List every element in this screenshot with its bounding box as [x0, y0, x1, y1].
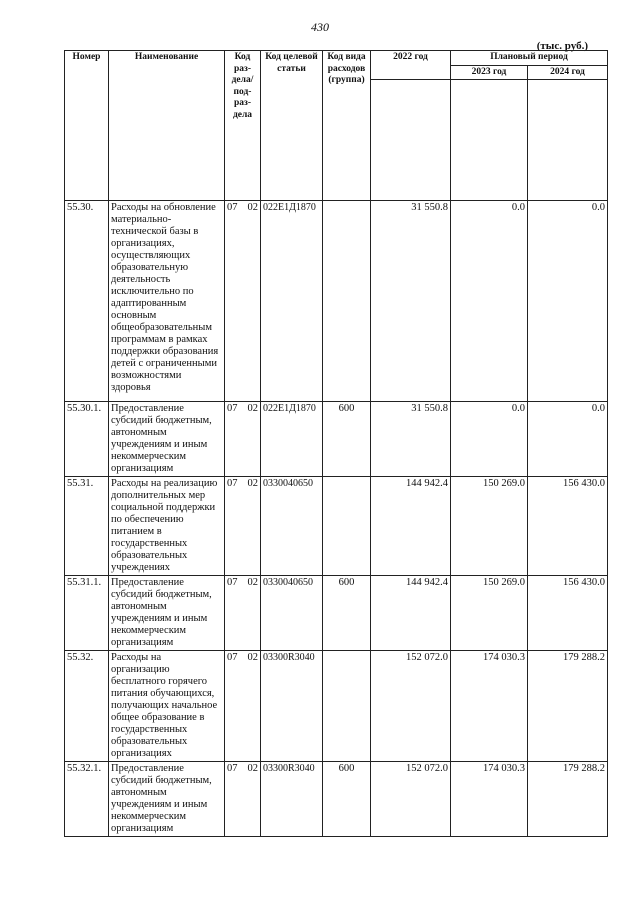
header-2022: 2022 год [371, 51, 451, 80]
row-amount-2024: 156 430.0 [528, 576, 608, 651]
row-razdel [225, 762, 261, 837]
units-label: (тыс. руб.) [536, 40, 588, 52]
row-target-code: 022Е1Д1870 [261, 402, 323, 477]
row-amount-2023: 174 030.3 [451, 762, 528, 837]
row-amount-2024: 156 430.0 [528, 477, 608, 576]
page-number: 430 [311, 20, 329, 34]
table-row [65, 651, 608, 762]
row-target-code: 0330040650 [261, 477, 323, 576]
row-name: Предоставление субсидий бюджетным, автономным учреждениям и иным некоммерческим организациям [109, 762, 225, 837]
row-vid-code [323, 477, 371, 576]
row-amount-2023: 150 269.0 [451, 576, 528, 651]
table-row [65, 576, 608, 651]
row-amount-2023: 0.0 [451, 402, 528, 477]
row-amount-2022: 152 072.0 [371, 762, 451, 837]
row-amount-2024: 0.0 [528, 201, 608, 402]
header-2024: 2024 год [528, 65, 608, 80]
row-name: Расходы на реализацию дополнительных мер социальной поддержки по обеспечению питанием в государственных образовательных учреждениях [109, 477, 225, 576]
row-target-code: 022Е1Д1870 [261, 201, 323, 402]
row-target-code: 03300R3040 [261, 762, 323, 837]
row-razdel [225, 576, 261, 651]
header-blank-2022 [371, 80, 451, 201]
header-number: Номер [65, 51, 109, 201]
row-amount-2023: 174 030.3 [451, 651, 528, 762]
row-subsection-code: 02 [247, 763, 258, 774]
header-planned: Плановый период [451, 51, 608, 66]
row-amount-2022: 31 550.8 [371, 201, 451, 402]
table-row [65, 402, 608, 477]
row-amount-2023: 0.0 [451, 201, 528, 402]
budget-table [64, 50, 608, 837]
header-target: Код целевой статьи [261, 51, 323, 201]
row-amount-2022: 144 942.4 [371, 477, 451, 576]
row-number: 55.31.1. [65, 576, 109, 651]
row-section-code: 07 [227, 652, 238, 663]
row-amount-2024: 179 288.2 [528, 651, 608, 762]
header-2023: 2023 год [451, 65, 528, 80]
row-name: Расходы на организацию бесплатного горячего питания обучающихся, получающих начальное общее образование в государственных образовательных организациях [109, 651, 225, 762]
row-number: 55.30.1. [65, 402, 109, 477]
row-razdel [225, 651, 261, 762]
row-vid-code [323, 201, 371, 402]
row-number: 55.31. [65, 477, 109, 576]
row-amount-2022: 31 550.8 [371, 402, 451, 477]
row-section-code: 07 [227, 577, 238, 588]
row-subsection-code: 02 [247, 202, 258, 213]
table-row [65, 201, 608, 402]
row-number: 55.32.1. [65, 762, 109, 837]
row-subsection-code: 02 [247, 403, 258, 414]
row-name: Предоставление субсидий бюджетным, автономным учреждениям и иным некоммерческим организациям [109, 576, 225, 651]
row-amount-2024: 179 288.2 [528, 762, 608, 837]
row-amount-2023: 150 269.0 [451, 477, 528, 576]
header-razdel: Код раз-дела/ под-раз-дела [225, 51, 261, 201]
row-razdel [225, 477, 261, 576]
row-name: Предоставление субсидий бюджетным, автономным учреждениям и иным некоммерческим организациям [109, 402, 225, 477]
row-number: 55.32. [65, 651, 109, 762]
row-section-code: 07 [227, 202, 238, 213]
header-name: Наименование [109, 51, 225, 201]
row-subsection-code: 02 [247, 577, 258, 588]
header-vid: Код вида расходов (группа) [323, 51, 371, 201]
row-name: Расходы на обновление материально-технической базы в организациях, осуществляющих образовательную деятельность исключительно по адаптированным основным общеобразовательным программам в рамках поддержки образования детей с ограниченными возможностями здоровья [109, 201, 225, 402]
row-amount-2024: 0.0 [528, 402, 608, 477]
row-razdel [225, 201, 261, 402]
row-section-code: 07 [227, 478, 238, 489]
table-row [65, 762, 608, 837]
table-row [65, 477, 608, 576]
row-target-code: 03300R3040 [261, 651, 323, 762]
row-amount-2022: 144 942.4 [371, 576, 451, 651]
row-target-code: 0330040650 [261, 576, 323, 651]
row-vid-code: 600 [323, 576, 371, 651]
row-amount-2022: 152 072.0 [371, 651, 451, 762]
row-subsection-code: 02 [247, 652, 258, 663]
row-section-code: 07 [227, 403, 238, 414]
row-razdel [225, 402, 261, 477]
row-vid-code: 600 [323, 402, 371, 477]
row-vid-code [323, 651, 371, 762]
header-blank-2024 [528, 80, 608, 201]
row-subsection-code: 02 [247, 478, 258, 489]
row-vid-code: 600 [323, 762, 371, 837]
row-section-code: 07 [227, 763, 238, 774]
header-blank-2023 [451, 80, 528, 201]
row-number: 55.30. [65, 201, 109, 402]
